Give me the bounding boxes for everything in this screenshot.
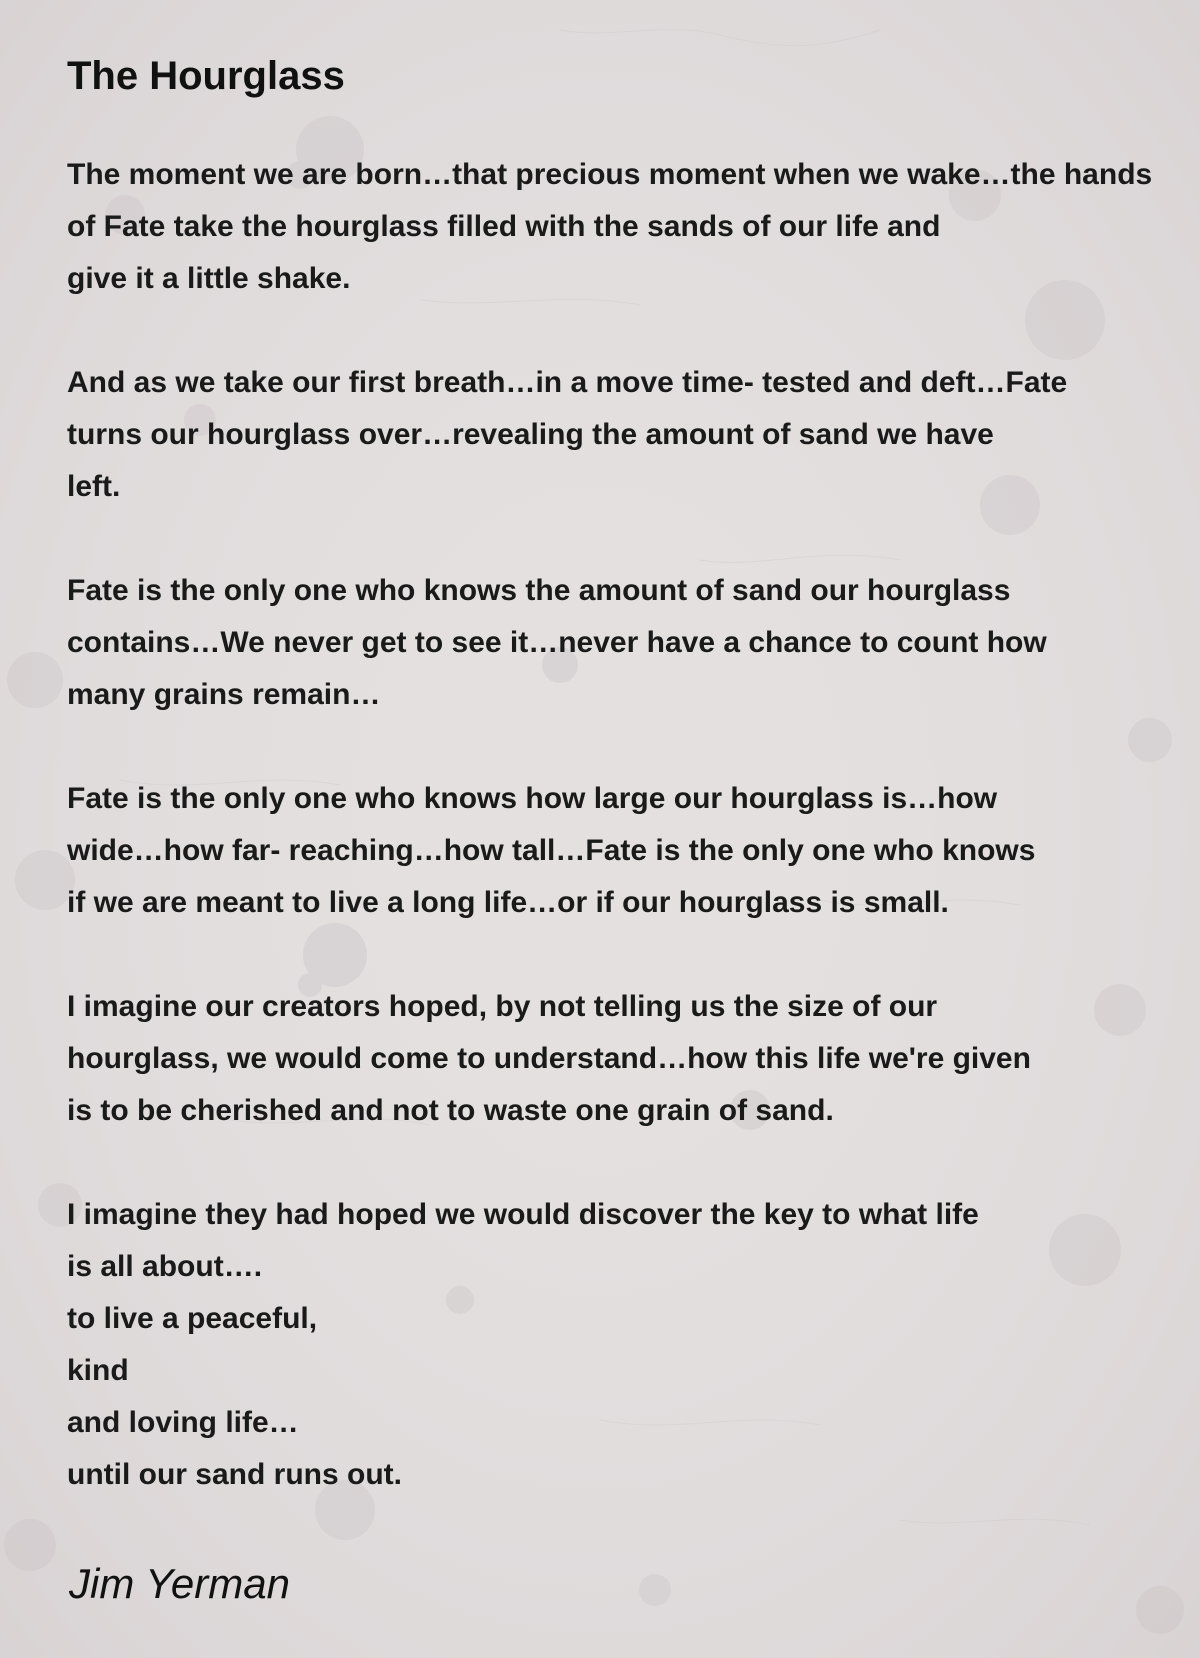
poem-line: until our sand runs out. [67, 1458, 402, 1491]
stanza-1 [67, 149, 1152, 305]
poem-line: to live a peaceful, [67, 1302, 318, 1335]
poem-line: is all about…. [67, 1250, 263, 1283]
poem-line: of Fate take the hourglass filled with the sands of our life and [67, 210, 941, 243]
poem-title: The Hourglass [67, 54, 345, 98]
poem-line: turns our hourglass over…revealing the amount of sand we have [67, 418, 994, 451]
poem-line: wide…how far- reaching…how tall…Fate is the only one who knows [67, 834, 1036, 867]
poem-line: left. [67, 470, 121, 503]
stanza-4 [67, 773, 1035, 929]
stanza-2 [67, 357, 1067, 513]
poem-line: I imagine they had hoped we would discover the key to what life [67, 1198, 979, 1231]
poem-line: Fate is the only one who knows how large our hourglass is…how [67, 782, 998, 815]
stanza-6 [67, 1189, 979, 1501]
stanza-5 [67, 981, 1031, 1137]
poem-line: Fate is the only one who knows the amount of sand our hourglass [67, 574, 1011, 607]
poem-line: I imagine our creators hoped, by not telling us the size of our [67, 990, 938, 1023]
poem-line: The moment we are born…that precious moment when we wake…the hands [67, 158, 1153, 191]
poem-line: contains…We never get to see it…never have a chance to count how [67, 626, 1047, 659]
poem-line: if we are meant to live a long life…or if our hourglass is small. [67, 886, 949, 919]
poem-line: kind [67, 1354, 129, 1387]
poem-author: Jim Yerman [69, 1560, 290, 1607]
poem-line: hourglass, we would come to understand…how this life we're given [67, 1042, 1031, 1075]
poem-line: many grains remain… [67, 678, 381, 711]
stanza-3 [67, 565, 1047, 721]
poem-line: give it a little shake. [67, 262, 351, 295]
poem-line: and loving life… [67, 1406, 299, 1439]
poem-line: And as we take our first breath…in a move time- tested and deft…Fate [67, 366, 1068, 399]
poem-line: is to be cherished and not to waste one grain of sand. [67, 1094, 834, 1127]
